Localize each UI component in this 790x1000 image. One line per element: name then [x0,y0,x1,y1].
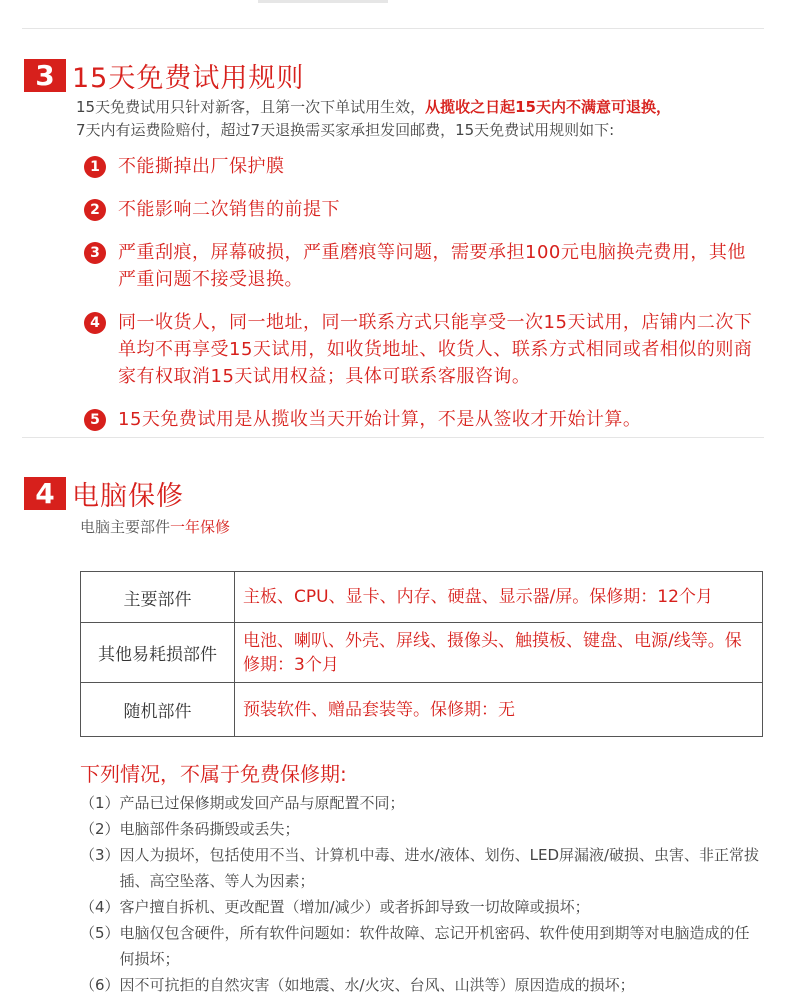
list-item [80,920,760,972]
exclusions-title: 下列情况，不属于免费保修期: [80,762,347,786]
item-number: （1） [80,794,120,812]
rule-number-badge: 2 [84,199,106,221]
item-number: （6） [80,976,120,994]
section-number-badge: 3 [24,59,66,92]
rule-text: 严重刮痕，屏幕破损，严重磨痕等问题，需要承担100元电脑换壳费用，其他严重问题不接受退换。 [118,242,746,290]
list-item [80,790,760,816]
item-text: 客户擅自拆机、更改配置（增加/减少）或者拆卸导致一切故障或损坏； [119,898,590,916]
section-title: 15天免费试用规则 [72,63,305,94]
rule-item [84,239,764,293]
rule-item [84,153,764,180]
item-text: 因人为损坏，包括使用不当、计算机中毒、进水/液体、划伤、LED屏漏液/破损、虫害、非正常拔插、高空坠落、等人为因素； [119,846,760,890]
warranty-detail: 电池、喇叭、外壳、屏线、摄像头、触摸板、键盘、电源/线等。保修期：3个月 [235,623,763,683]
rule-item [84,309,764,390]
exclusions-list [80,790,760,998]
trial-rules-list [84,153,764,449]
rule-text: 不能影响二次销售的前提下 [118,199,340,220]
table-row [81,623,763,683]
intro-text-2: 7天内有运费险赔付，超过7天退换需买家承担发回邮费，15天免费试用规则如下: [76,121,615,139]
item-text: 产品已过保修期或发回产品与原配置不同； [119,794,405,812]
item-number: （3） [80,846,120,864]
trial-intro [76,96,766,142]
rule-text: 15天免费试用是从揽收当天开始计算，不是从签收才开始计算。 [118,409,642,430]
rule-text: 不能撕掉出厂保护膜 [118,156,285,177]
rule-number-badge: 1 [84,156,106,178]
top-divider-stub [258,0,388,3]
warranty-subtitle [80,516,230,537]
list-item [80,972,760,998]
divider [22,437,764,438]
item-number: （5） [80,924,120,942]
part-category: 其他易耗损部件 [81,623,235,683]
list-item [80,842,760,894]
section-3-header [24,56,304,95]
item-text: 电脑部件条码撕毁或丢失； [119,820,300,838]
part-category: 随机部件 [81,683,235,737]
section-title: 电脑保修 [72,481,184,512]
item-text: 电脑仅包含硬件，所有软件问题如：软件故障、忘记开机密码、软件使用到期等对电脑造成的任何损坏； [119,924,750,968]
warranty-detail: 预装软件、赠品套装等。保修期：无 [235,683,763,737]
rule-number-badge: 5 [84,409,106,431]
warranty-table [80,571,763,737]
part-category: 主要部件 [81,572,235,623]
intro-text: 15天免费试用只针对新客，且第一次下单试用生效， [76,98,426,116]
section-4-header [24,474,184,513]
item-number: （4） [80,898,120,916]
rule-item [84,196,764,223]
intro-highlight: 从揽收之日起15天内不满意可退换， [425,98,671,116]
section-number-badge: 4 [24,477,66,510]
divider [22,28,764,29]
table-row [81,572,763,623]
list-item [80,894,760,920]
item-text: 因不可抗拒的自然灾害（如地震、水/火灾、台风、山洪等）原因造成的损坏； [119,976,635,994]
subtitle-highlight: 一年保修 [170,518,231,536]
list-item [80,816,760,842]
warranty-detail: 主板、CPU、显卡、内存、硬盘、显示器/屏。保修期：12个月 [235,572,763,623]
table-row [81,683,763,737]
item-number: （2） [80,820,120,838]
subtitle-text: 电脑主要部件 [80,518,171,536]
rule-item [84,406,764,433]
rule-text: 同一收货人，同一地址，同一联系方式只能享受一次15天试用，店铺内二次下单均不再享受15天试用，如收货地址、收货人、联系方式相同或者相似的则商家有权取消15天试用权益；具体可联系客服咨询。 [118,312,753,387]
rule-number-badge: 3 [84,242,106,264]
rule-number-badge: 4 [84,312,106,334]
